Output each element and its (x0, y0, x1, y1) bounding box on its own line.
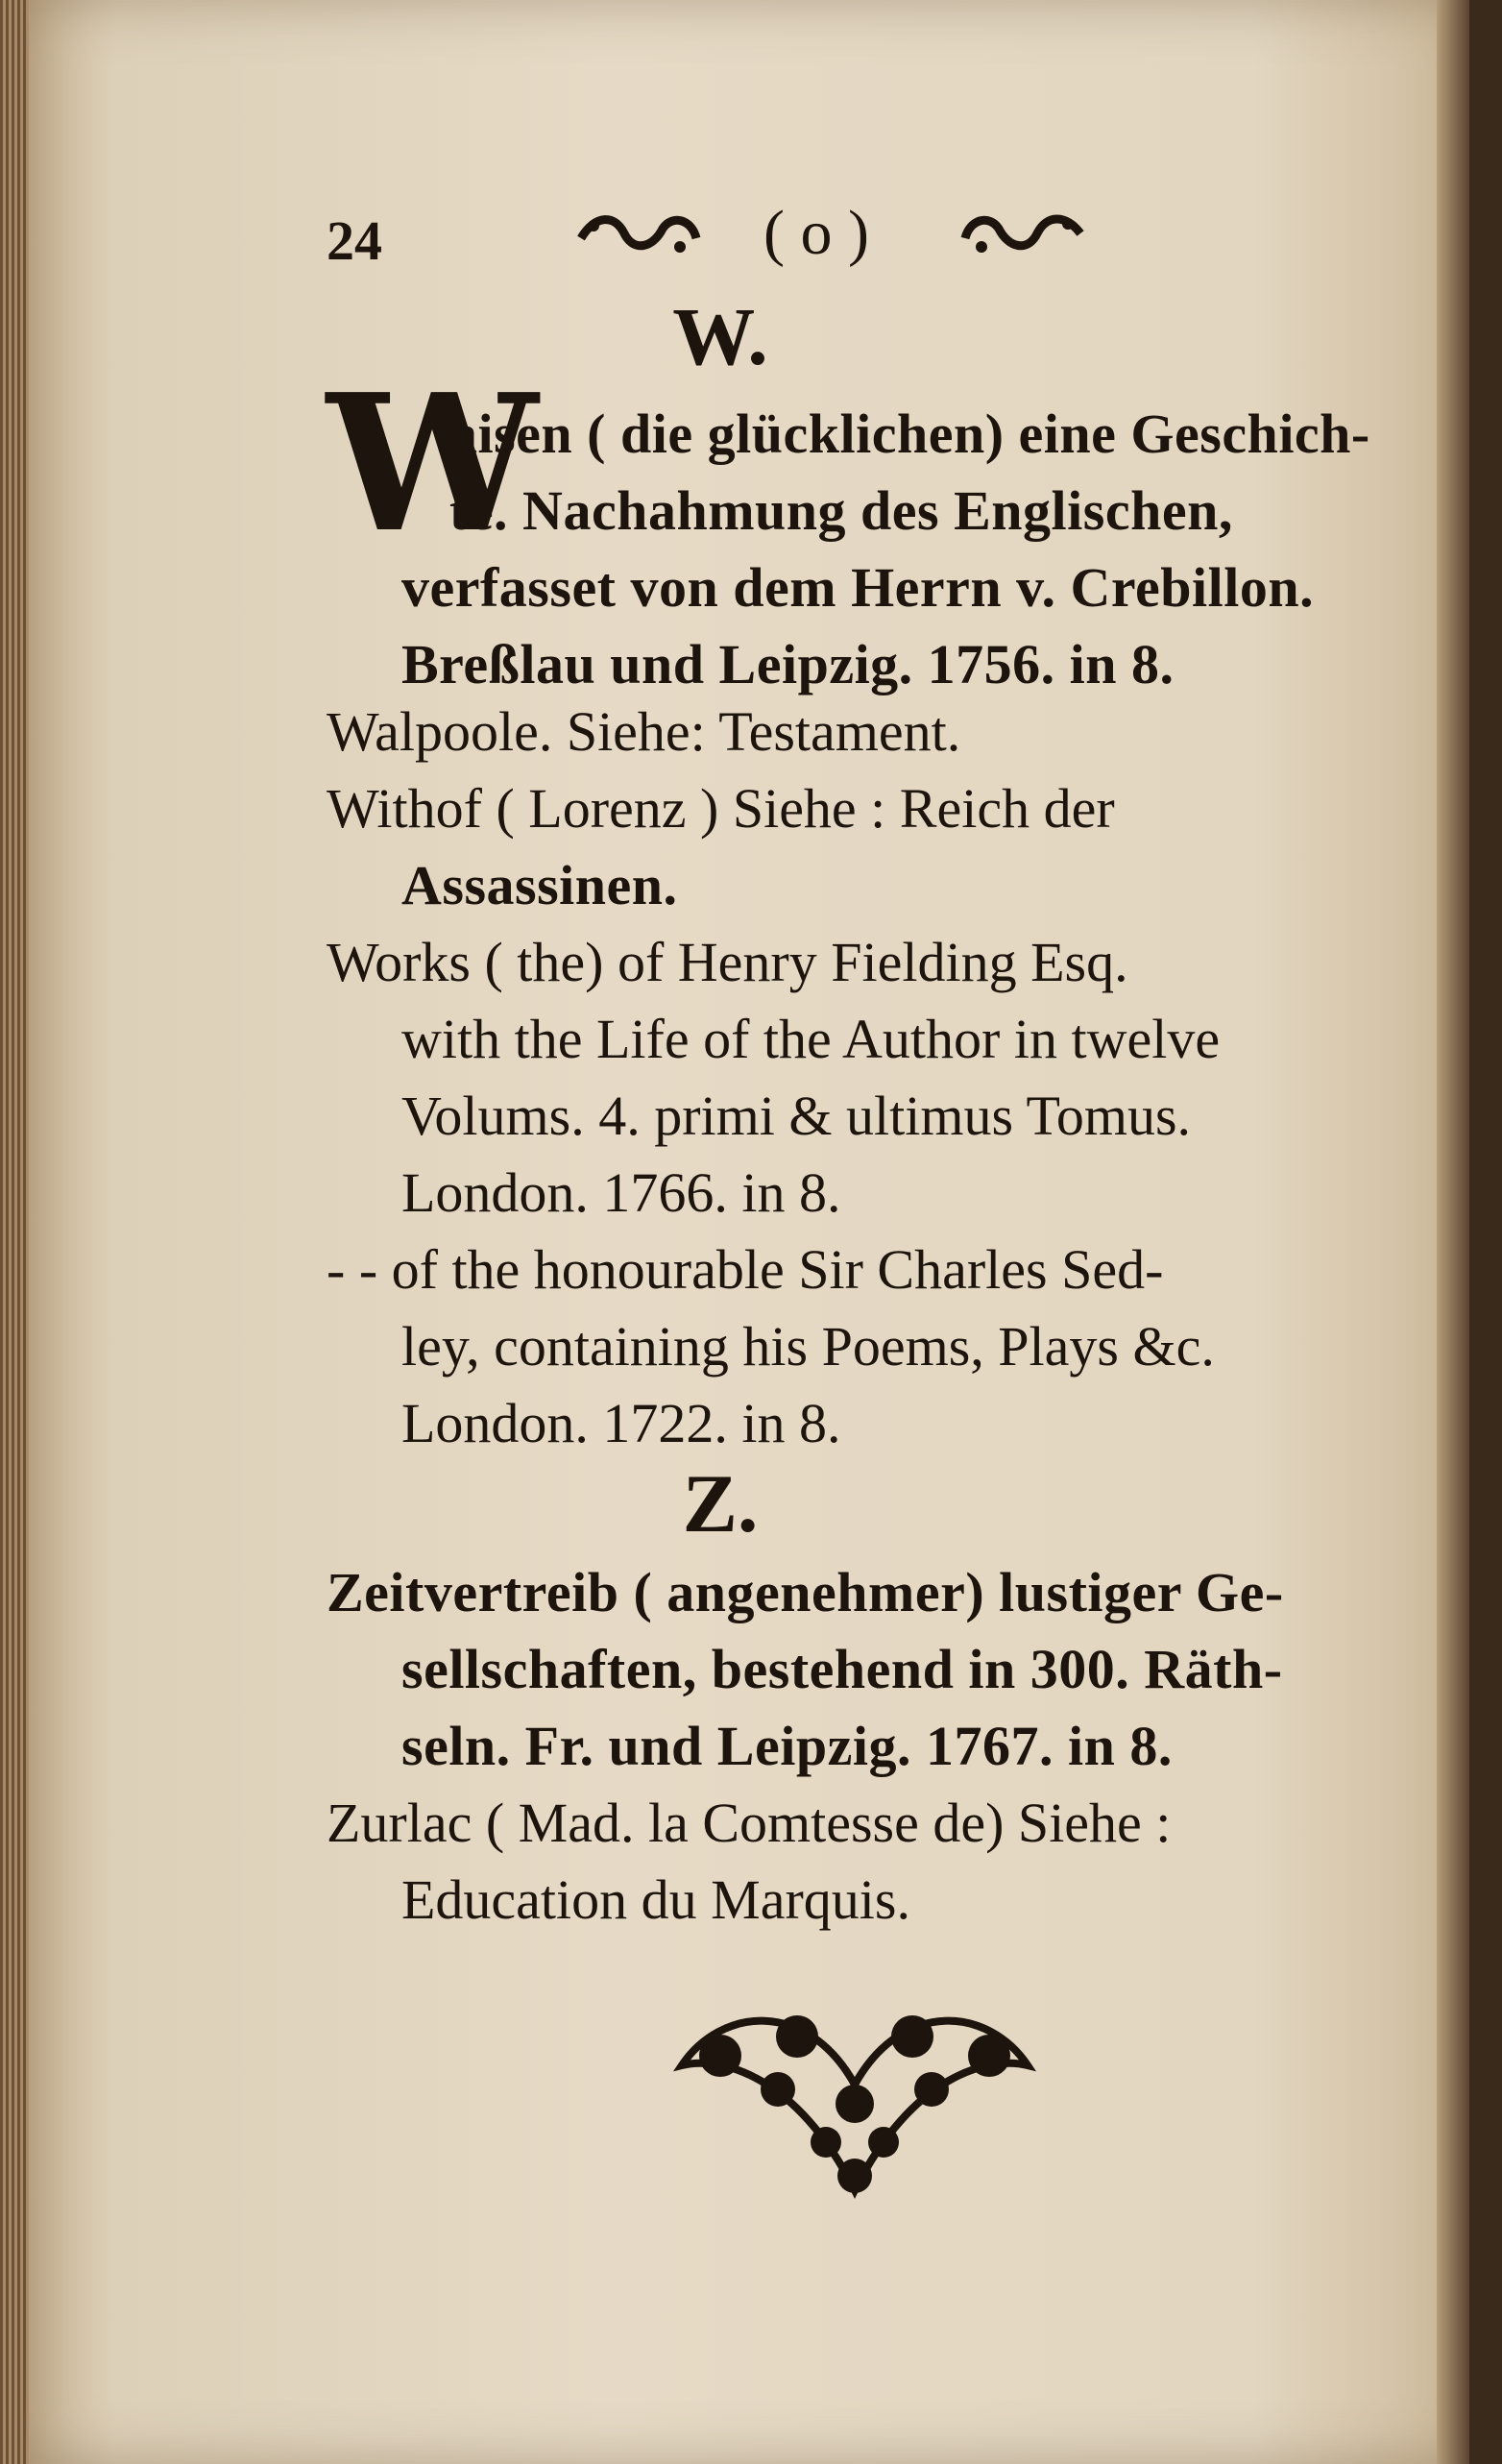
entry-line: Zurlac ( Mad. la Comtesse de) Siehe : (327, 1792, 1172, 1854)
entry-withof (327, 770, 1412, 924)
entry-line: aisen ( die glücklichen) eine Geschich- (449, 403, 1370, 465)
entry-walpoole (327, 694, 1412, 770)
entry-line: - - of the honourable Sir Charles Sed- (327, 1238, 1164, 1301)
ornament-right-icon (960, 205, 1085, 262)
entry-line: Education du Marquis. (401, 1868, 910, 1931)
entry-line: sellschaften, bestehend in 300. Räth- (401, 1638, 1283, 1700)
entry-line: London. 1722. in 8. (401, 1392, 841, 1454)
page-header (327, 197, 1133, 283)
drop-cap-w: W (327, 354, 539, 574)
entry-line: Volums. 4. primi & ultimus Tomus. (401, 1085, 1192, 1147)
header-mark: ( o ) (763, 198, 869, 268)
entry-line: verfasset von dem Herrn v. Crebillon. (401, 556, 1315, 619)
entry-line: Assassinen. (401, 854, 678, 916)
entry-line: Works ( the) of Henry Fielding Esq. (327, 931, 1128, 993)
entry-works-sedley (327, 1232, 1412, 1462)
entry-works-fielding (327, 924, 1412, 1232)
page-gutter-shadow (1437, 0, 1469, 2464)
entry-waisen (327, 396, 1412, 703)
entry-line: Zeitvertreib ( angenehmer) lustiger Ge- (327, 1561, 1284, 1623)
entry-line: with the Life of the Author in twelve (401, 1008, 1221, 1070)
page-number: 24 (327, 209, 382, 272)
fleuron-ornament-icon (663, 1998, 1047, 2219)
entry-line: ley, containing his Poems, Plays &c. (401, 1315, 1215, 1378)
entry-line: London. 1766. in 8. (401, 1161, 841, 1224)
entry-line: Withof ( Lorenz ) Siehe : Reich der (327, 777, 1115, 840)
section-heading-z: Z. (682, 1457, 759, 1549)
section-heading-w: W. (672, 290, 768, 382)
ornament-left-icon (576, 205, 701, 262)
entry-line: seln. Fr. und Leipzig. 1767. in 8. (401, 1715, 1173, 1777)
entry-line: Breßlau und Leipzig. 1756. in 8. (401, 633, 1175, 695)
entry-line: Walpoole. Siehe: Testament. (327, 700, 961, 763)
entry-zurlac (327, 1785, 1412, 1939)
entry-zeitvertreib (327, 1554, 1412, 1785)
entry-line: te. Nachahmung des Englischen, (449, 479, 1233, 542)
